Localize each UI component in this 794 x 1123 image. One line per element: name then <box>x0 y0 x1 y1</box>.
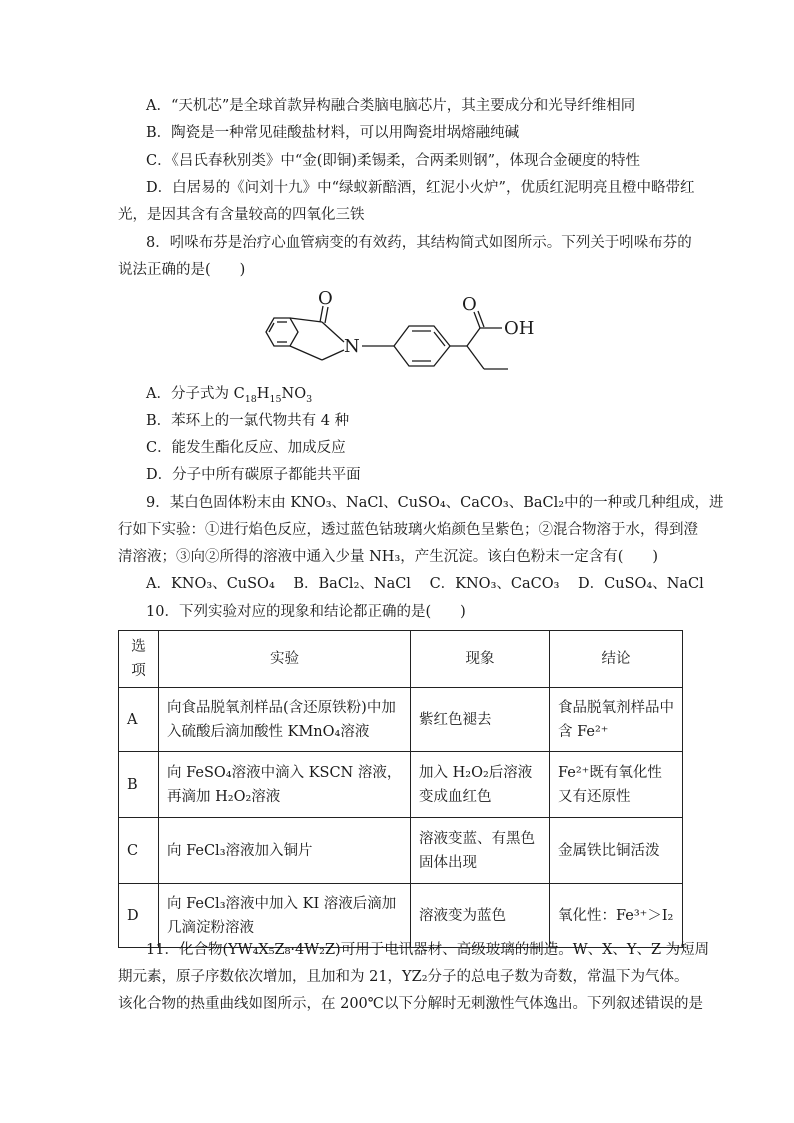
q9-option-d: D．CuSO₄、NaCl <box>578 576 704 592</box>
indobufen-structure-diagram <box>262 290 562 378</box>
struct-nitrogen: N <box>344 336 360 357</box>
q9-option-c: C．KNO₃、CaCO₃ <box>429 576 560 592</box>
q11-stem-line1: 11．化合物(YW₄X₅Z₈·4W₂Z)可用于电讯器材、高级玻璃的制造。W、X、Y、Z 为短周 <box>146 942 710 958</box>
row-phenomenon: 溶液变为蓝色 <box>411 884 550 948</box>
row-option: D <box>119 884 159 948</box>
header-experiment: 实验 <box>159 631 411 688</box>
q9-option-b: B．BaCl₂、NaCl <box>293 576 411 592</box>
q8-option-b: B．苯环上的一氯代物共有 4 种 <box>146 413 350 429</box>
row-experiment: 向 FeCl₃溶液中加入 KI 溶液后滴加几滴淀粉溶液 <box>159 884 411 948</box>
row-phenomenon: 溶液变蓝、有黑色固体出现 <box>411 818 550 884</box>
row-phenomenon: 加入 H₂O₂后溶液变成血红色 <box>411 752 550 818</box>
row-conclusion: 食品脱氧剂样品中含 Fe²⁺ <box>550 688 683 752</box>
header-conclusion: 结论 <box>550 631 683 688</box>
q11-stem-line2: 期元素，原子序数依次增加，且加和为 21，YZ₂分子的总电子数为奇数，常温下为气体。 <box>118 969 689 985</box>
q7-option-d-line1: D．白居易的《问刘十九》中“绿蚁新醅酒，红泥小火炉”，优质红泥明亮且橙中略带红 <box>146 180 695 196</box>
row-experiment: 向食品脱氧剂样品(含还原铁粉)中加入硫酸后滴加酸性 KMnO₄溶液 <box>159 688 411 752</box>
row-experiment: 向 FeSO₄溶液中滴入 KSCN 溶液，再滴加 H₂O₂溶液 <box>159 752 411 818</box>
row-conclusion: 氧化性：Fe³⁺＞I₂ <box>550 884 683 948</box>
q9-option-a: A．KNO₃、CuSO₄ <box>146 576 275 592</box>
q8-option-d: D．分子中所有碳原子都能共平面 <box>146 467 361 483</box>
struct-oxygen-2: O <box>462 294 477 315</box>
benzene-ring-middle <box>394 326 450 366</box>
row-phenomenon: 紫红色褪去 <box>411 688 550 752</box>
q9-stem-line1: 9．某白色固体粉末由 KNO₃、NaCl、CuSO₄、CaCO₃、BaCl₂中的一种或几种组成，进 <box>146 495 724 511</box>
q10-stem: 10．下列实验对应的现象和结论都正确的是( ) <box>146 604 466 620</box>
q7-option-d-line2: 光，是因其含有含量较高的四氧化三铁 <box>118 207 365 223</box>
row-option: A <box>119 688 159 752</box>
q9-options <box>146 574 718 594</box>
table-row <box>119 818 683 884</box>
header-phenomenon: 现象 <box>411 631 550 688</box>
row-option: B <box>119 752 159 818</box>
q10-table <box>118 630 683 948</box>
q9-stem-line2: 行如下实验：①进行焰色反应，透过蓝色钴玻璃火焰颜色呈紫色；②混合物溶于水，得到澄 <box>118 522 698 538</box>
q7-option-c: C．《吕氏春秋别类》中“金(即铜)柔锡柔，合两柔则钢”，体现合金硬度的特性 <box>146 153 640 169</box>
table-row <box>119 884 683 948</box>
row-conclusion: Fe²⁺既有氧化性又有还原性 <box>550 752 683 818</box>
q7-option-b: B．陶瓷是一种常见硅酸盐材料，可以用陶瓷坩埚熔融纯碱 <box>146 125 520 141</box>
q8-option-c: C．能发生酯化反应、加成反应 <box>146 440 346 456</box>
row-option: C <box>119 818 159 884</box>
table-header-row <box>119 631 683 688</box>
row-conclusion: 金属铁比铜活泼 <box>550 818 683 884</box>
q8-stem-line2: 说法正确的是( ) <box>118 262 246 278</box>
q11-stem-line3: 该化合物的热重曲线如图所示，在 200℃以下分解时无刺激性气体逸出。下列叙述错误的是 <box>118 996 704 1012</box>
table-row <box>119 752 683 818</box>
table-row <box>119 688 683 752</box>
header-option: 选项 <box>119 631 159 688</box>
q8-stem-line1: 8．吲哚布芬是治疗心血管病变的有效药，其结构简式如图所示。下列关于吲哚布芬的 <box>146 235 692 251</box>
q8-option-a: A．分子式为 $C_{18}H_{15}NO_3$ <box>146 386 313 405</box>
q7-option-a: A．“天机芯”是全球首款异构融合类脑电脑芯片，其主要成分和光导纤维相同 <box>146 98 636 114</box>
row-experiment: 向 FeCl₃溶液加入铜片 <box>159 818 411 884</box>
struct-oxygen-1: O <box>318 290 333 309</box>
struct-hydroxyl: OH <box>504 318 535 339</box>
q9-stem-line3: 清溶液；③向②所得的溶液中通入少量 NH₃，产生沉淀。该白色粉末一定含有( ) <box>118 549 659 565</box>
